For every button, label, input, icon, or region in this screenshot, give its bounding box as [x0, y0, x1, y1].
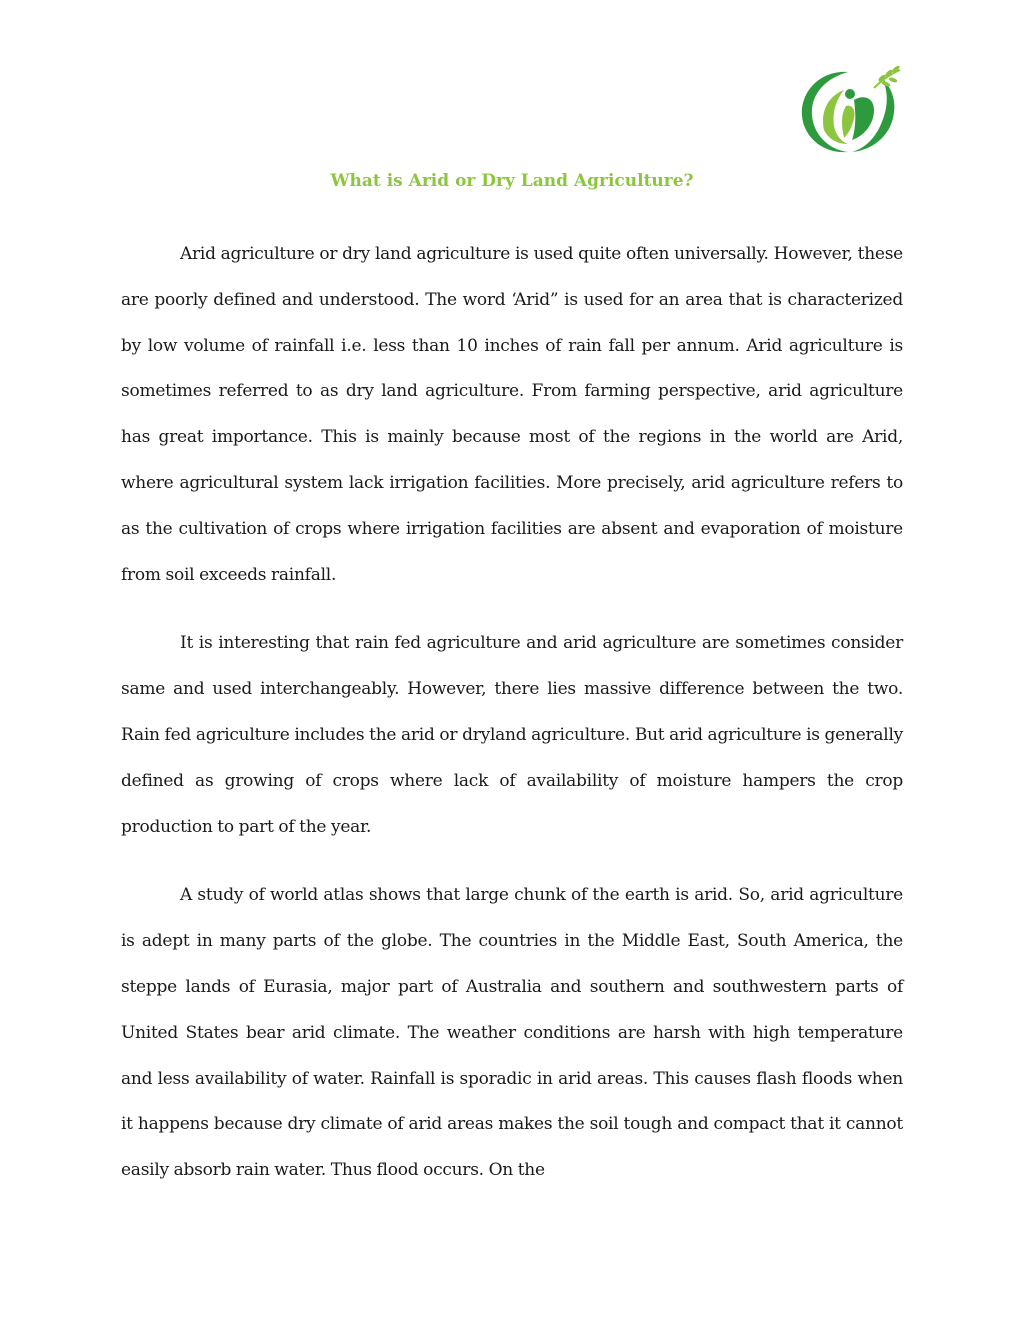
leaf-logo-icon: [790, 60, 908, 160]
document-body: [121, 232, 903, 1217]
paragraph-2: It is interesting that rain fed agriculture and arid agriculture are sometimes consider same and used interchangeably. However, there lies massive difference between the two. Rain fed agriculture includes the arid or dryland agriculture. But arid agriculture is generally defined as growing of crops where lack of availability of moisture hampers the crop production to part of the year.: [121, 633, 903, 837]
paragraph-3: A study of world atlas shows that large chunk of the earth is arid. So, arid agriculture is adept in many parts of the globe. The countries in the Middle East, South America, the steppe lands of Eurasia, major part of Australia and southern and southwestern parts of United States bear arid climate. The weather conditions are harsh with high temperature and less availability of water. Rainfall is sporadic in arid areas. This causes flash floods when it happens because dry climate of arid areas makes the soil tough and compact that it cannot easily absorb rain water. Thus flood occurs. On the: [121, 885, 903, 1181]
paragraph-1: Arid agriculture or dry land agriculture is used quite often universally. However, these are poorly defined and understood. The word ‘Arid” is used for an area that is characterized by low volume of rainfall i.e. less than 10 inches of rain fall per annum. Arid agriculture is sometimes referred to as dry land agriculture. From farming perspective, arid agriculture has great importance. This is mainly because most of the regions in the world are Arid, where agricultural system lack irrigation facilities. More precisely, arid agriculture refers to as the cultivation of crops where irrigation facilities are absent and evaporation of moisture from soil exceeds rainfall.: [121, 244, 903, 585]
document-title: What is Arid or Dry Land Agriculture?: [330, 171, 694, 191]
